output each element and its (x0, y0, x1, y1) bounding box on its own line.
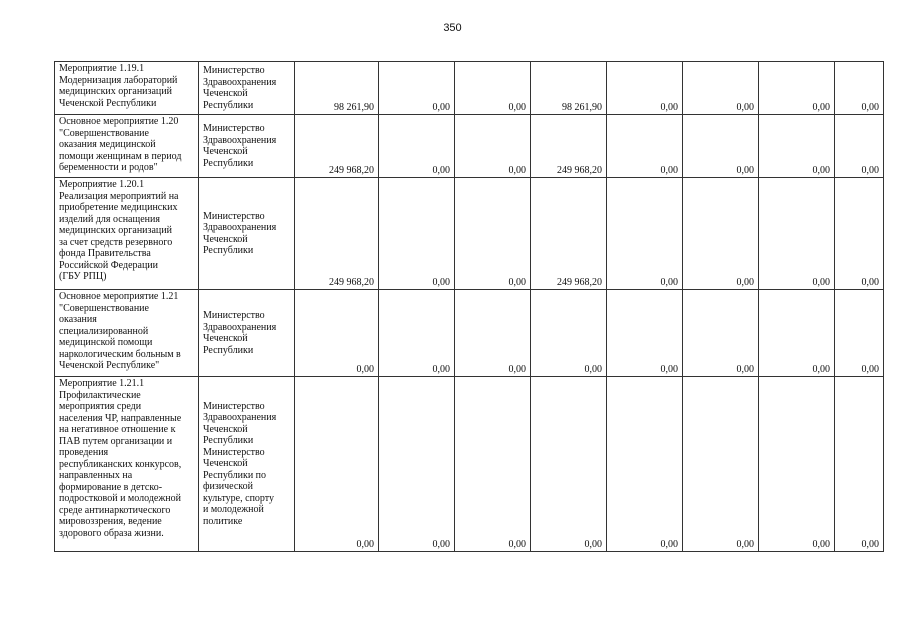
value-cell: 0,00 (607, 290, 683, 377)
value-cell: 0,00 (759, 62, 835, 115)
value-cell: 0,00 (683, 115, 759, 178)
table-row (55, 62, 884, 115)
value-cell: 0,00 (607, 115, 683, 178)
value-cell: 0,00 (607, 62, 683, 115)
value-cell: 0,00 (683, 62, 759, 115)
value-cell: 0,00 (607, 377, 683, 552)
event-cell: Мероприятие 1.21.1 Профилактические мероприятия среди населения ЧР, направленные на негативное отношение к ПАВ путем организации и проведения республиканских конкурсов, направленных на формирование в детско- подростковой и молодежной среде антинаркотического мировоззрения, ведение здорового образа жизни. (55, 377, 199, 552)
value-cell: 0,00 (379, 115, 455, 178)
event-cell: Основное мероприятие 1.20 "Совершенствование оказания медицинской помощи женщинам в период беременности и родов" (55, 115, 199, 178)
value-cell: 0,00 (683, 377, 759, 552)
value-cell: 0,00 (835, 178, 884, 290)
value-cell: 0,00 (295, 290, 379, 377)
value-cell: 0,00 (379, 178, 455, 290)
value-cell: 249 968,20 (531, 178, 607, 290)
value-cell: 0,00 (455, 290, 531, 377)
value-cell: 0,00 (455, 62, 531, 115)
value-cell: 0,00 (835, 62, 884, 115)
value-cell: 0,00 (379, 377, 455, 552)
table-row (55, 377, 884, 552)
value-cell: 0,00 (835, 377, 884, 552)
value-cell: 0,00 (607, 178, 683, 290)
table-row (55, 115, 884, 178)
value-cell: 0,00 (759, 178, 835, 290)
executor-cell: Министерство Здравоохранения Чеченской Республики (199, 62, 295, 115)
value-cell: 0,00 (295, 377, 379, 552)
value-cell: 0,00 (379, 290, 455, 377)
value-cell: 0,00 (379, 62, 455, 115)
executor-cell: Министерство Здравоохранения Чеченской Республики (199, 178, 295, 290)
value-cell: 98 261,90 (295, 62, 379, 115)
value-cell: 249 968,20 (295, 178, 379, 290)
executor-cell: Министерство Здравоохранения Чеченской Республики (199, 290, 295, 377)
event-cell: Мероприятие 1.20.1 Реализация мероприятий на приобретение медицинских изделий для оснащения медицинских организаций за счет средств резервного фонда Правительства Российской Федерации (ГБУ РПЦ) (55, 178, 199, 290)
value-cell: 0,00 (759, 115, 835, 178)
executor-cell: Министерство Здравоохранения Чеченской Республики (199, 115, 295, 178)
value-cell: 0,00 (759, 290, 835, 377)
table-row (55, 178, 884, 290)
value-cell: 0,00 (683, 178, 759, 290)
value-cell: 98 261,90 (531, 62, 607, 115)
value-cell: 0,00 (455, 115, 531, 178)
value-cell: 0,00 (683, 290, 759, 377)
event-cell: Основное мероприятие 1.21 "Совершенствование оказания специализированной медицинской помощи наркологическим больным в Чеченской Республике" (55, 290, 199, 377)
executor-cell: Министерство Здравоохранения Чеченской Республики Министерство Чеченской Республики по физической культуре, спорту и молодежной политике (199, 377, 295, 552)
value-cell: 0,00 (455, 377, 531, 552)
value-cell: 249 968,20 (295, 115, 379, 178)
value-cell: 0,00 (835, 115, 884, 178)
value-cell: 0,00 (531, 377, 607, 552)
value-cell: 0,00 (455, 178, 531, 290)
page-number: 350 (443, 22, 462, 34)
value-cell: 249 968,20 (531, 115, 607, 178)
event-cell: Мероприятие 1.19.1 Модернизация лабораторий медицинских организаций Чеченской Республики (55, 62, 199, 115)
budget-table (54, 61, 884, 552)
table-row (55, 290, 884, 377)
value-cell: 0,00 (759, 377, 835, 552)
value-cell: 0,00 (835, 290, 884, 377)
value-cell: 0,00 (531, 290, 607, 377)
